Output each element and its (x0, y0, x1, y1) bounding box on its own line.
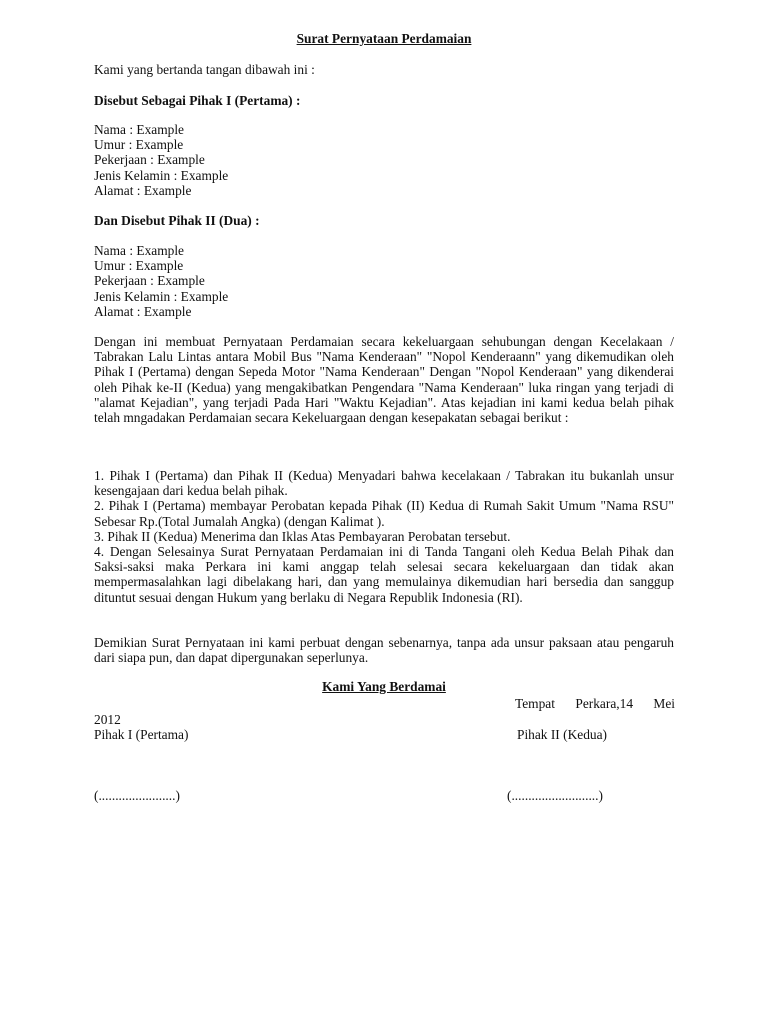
party1-field: Alamat : Example (94, 182, 192, 198)
party2-signature-label: Pihak II (Kedua) (517, 727, 607, 742)
party1-heading: Disebut Sebagai Pihak I (Pertama) : (94, 93, 301, 108)
party1-fields (94, 122, 674, 198)
party2-field: Pekerjaan : Example (94, 273, 205, 289)
intro-text: Kami yang bertanda tangan dibawah ini : (94, 62, 315, 77)
signature-year: 2012 (94, 712, 121, 727)
party1-field: Jenis Kelamin : Example (94, 167, 229, 183)
agreement-point: 4. Dengan Selesainya Surat Pernyataan Perdamaian ini di Tanda Tangani oleh Kedua Belah Pihak dan Saksi-saksi maka Perkara ini kami anggap telah selesai secara kekeluargaan dan tidak akan mempermasalahkan lagi dibelakang hari, dan yang memulainya dikemudian hari bersedia dan sanggup dituntut sesuai dengan Hukum yang berlaku di Negara Republik Indonesia (RI). (94, 544, 674, 605)
party2-field: Umur : Example (94, 258, 184, 274)
statement-paragraph: Dengan ini membuat Pernyataan Perdamaian secara kekeluargaan sehubungan dengan Kecelakaan / Tabrakan Lalu Lintas antara Mobil Bus "Nama Kenderaan" "Nopol Kenderaann" yang dikemudikan oleh Pihak I (Pertama) dengan Sepeda Motor "Nama Kenderaan" Dengan "Nopol Kenderaan" yang dikenderai oleh Pihak ke-II (Kedua) yang mengakibatkan Pengendara "Nama Kenderaan" luka ringan yang terjadi di "alamat Kejadian", yang terjadi Pada Hari "Waktu Kejadian". Atas kejadian ini kami kedua belah pihak telah mngadakan Perdamaian secara Kekeluargaan dengan kesepakatan sebagai berikut : (94, 334, 674, 426)
party2-heading: Dan Disebut Pihak II (Dua) : (94, 213, 260, 228)
party1-field: Umur : Example (94, 137, 184, 153)
party2-field: Alamat : Example (94, 303, 192, 319)
place-date: Tempat Perkara,14 Mei (515, 696, 675, 711)
agreement-point: 1. Pihak I (Pertama) dan Pihak II (Kedua) Menyadari bahwa kecelakaan / Tabrakan itu bukanlah unsur kesengajaan dari kedua belah pihak. (94, 468, 674, 499)
signature-heading: Kami Yang Berdamai (322, 679, 446, 694)
document-title: Surat Pernyataan Perdamaian (296, 31, 472, 46)
agreement-point: 2. Pihak I (Pertama) membayar Perobatan kepada Pihak (II) Kedua di Rumah Sakit Umum "Nama RSU" Sebesar Rp.(Total Jumalah Angka) (dengan Kalimat ). (94, 498, 674, 529)
party1-signature-label: Pihak I (Pertama) (94, 727, 189, 742)
agreement-points (94, 468, 674, 605)
party1-signature-line: (.......................) (94, 788, 180, 803)
party1-field: Pekerjaan : Example (94, 152, 205, 168)
party2-field: Nama : Example (94, 243, 184, 258)
party1-field: Nama : Example (94, 122, 184, 137)
party2-fields (94, 243, 674, 319)
party2-signature-line: (..........................) (507, 788, 603, 803)
closing-paragraph: Demikian Surat Pernyataan ini kami perbuat dengan sebenarnya, tanpa ada unsur paksaan atau pengaruh dari siapa pun, dan dapat dipergunakan seperlunya. (94, 635, 674, 666)
agreement-point: 3. Pihak II (Kedua) Menerima dan Iklas Atas Pembayaran Perobatan tersebut. (94, 528, 511, 544)
party2-field: Jenis Kelamin : Example (94, 288, 229, 304)
